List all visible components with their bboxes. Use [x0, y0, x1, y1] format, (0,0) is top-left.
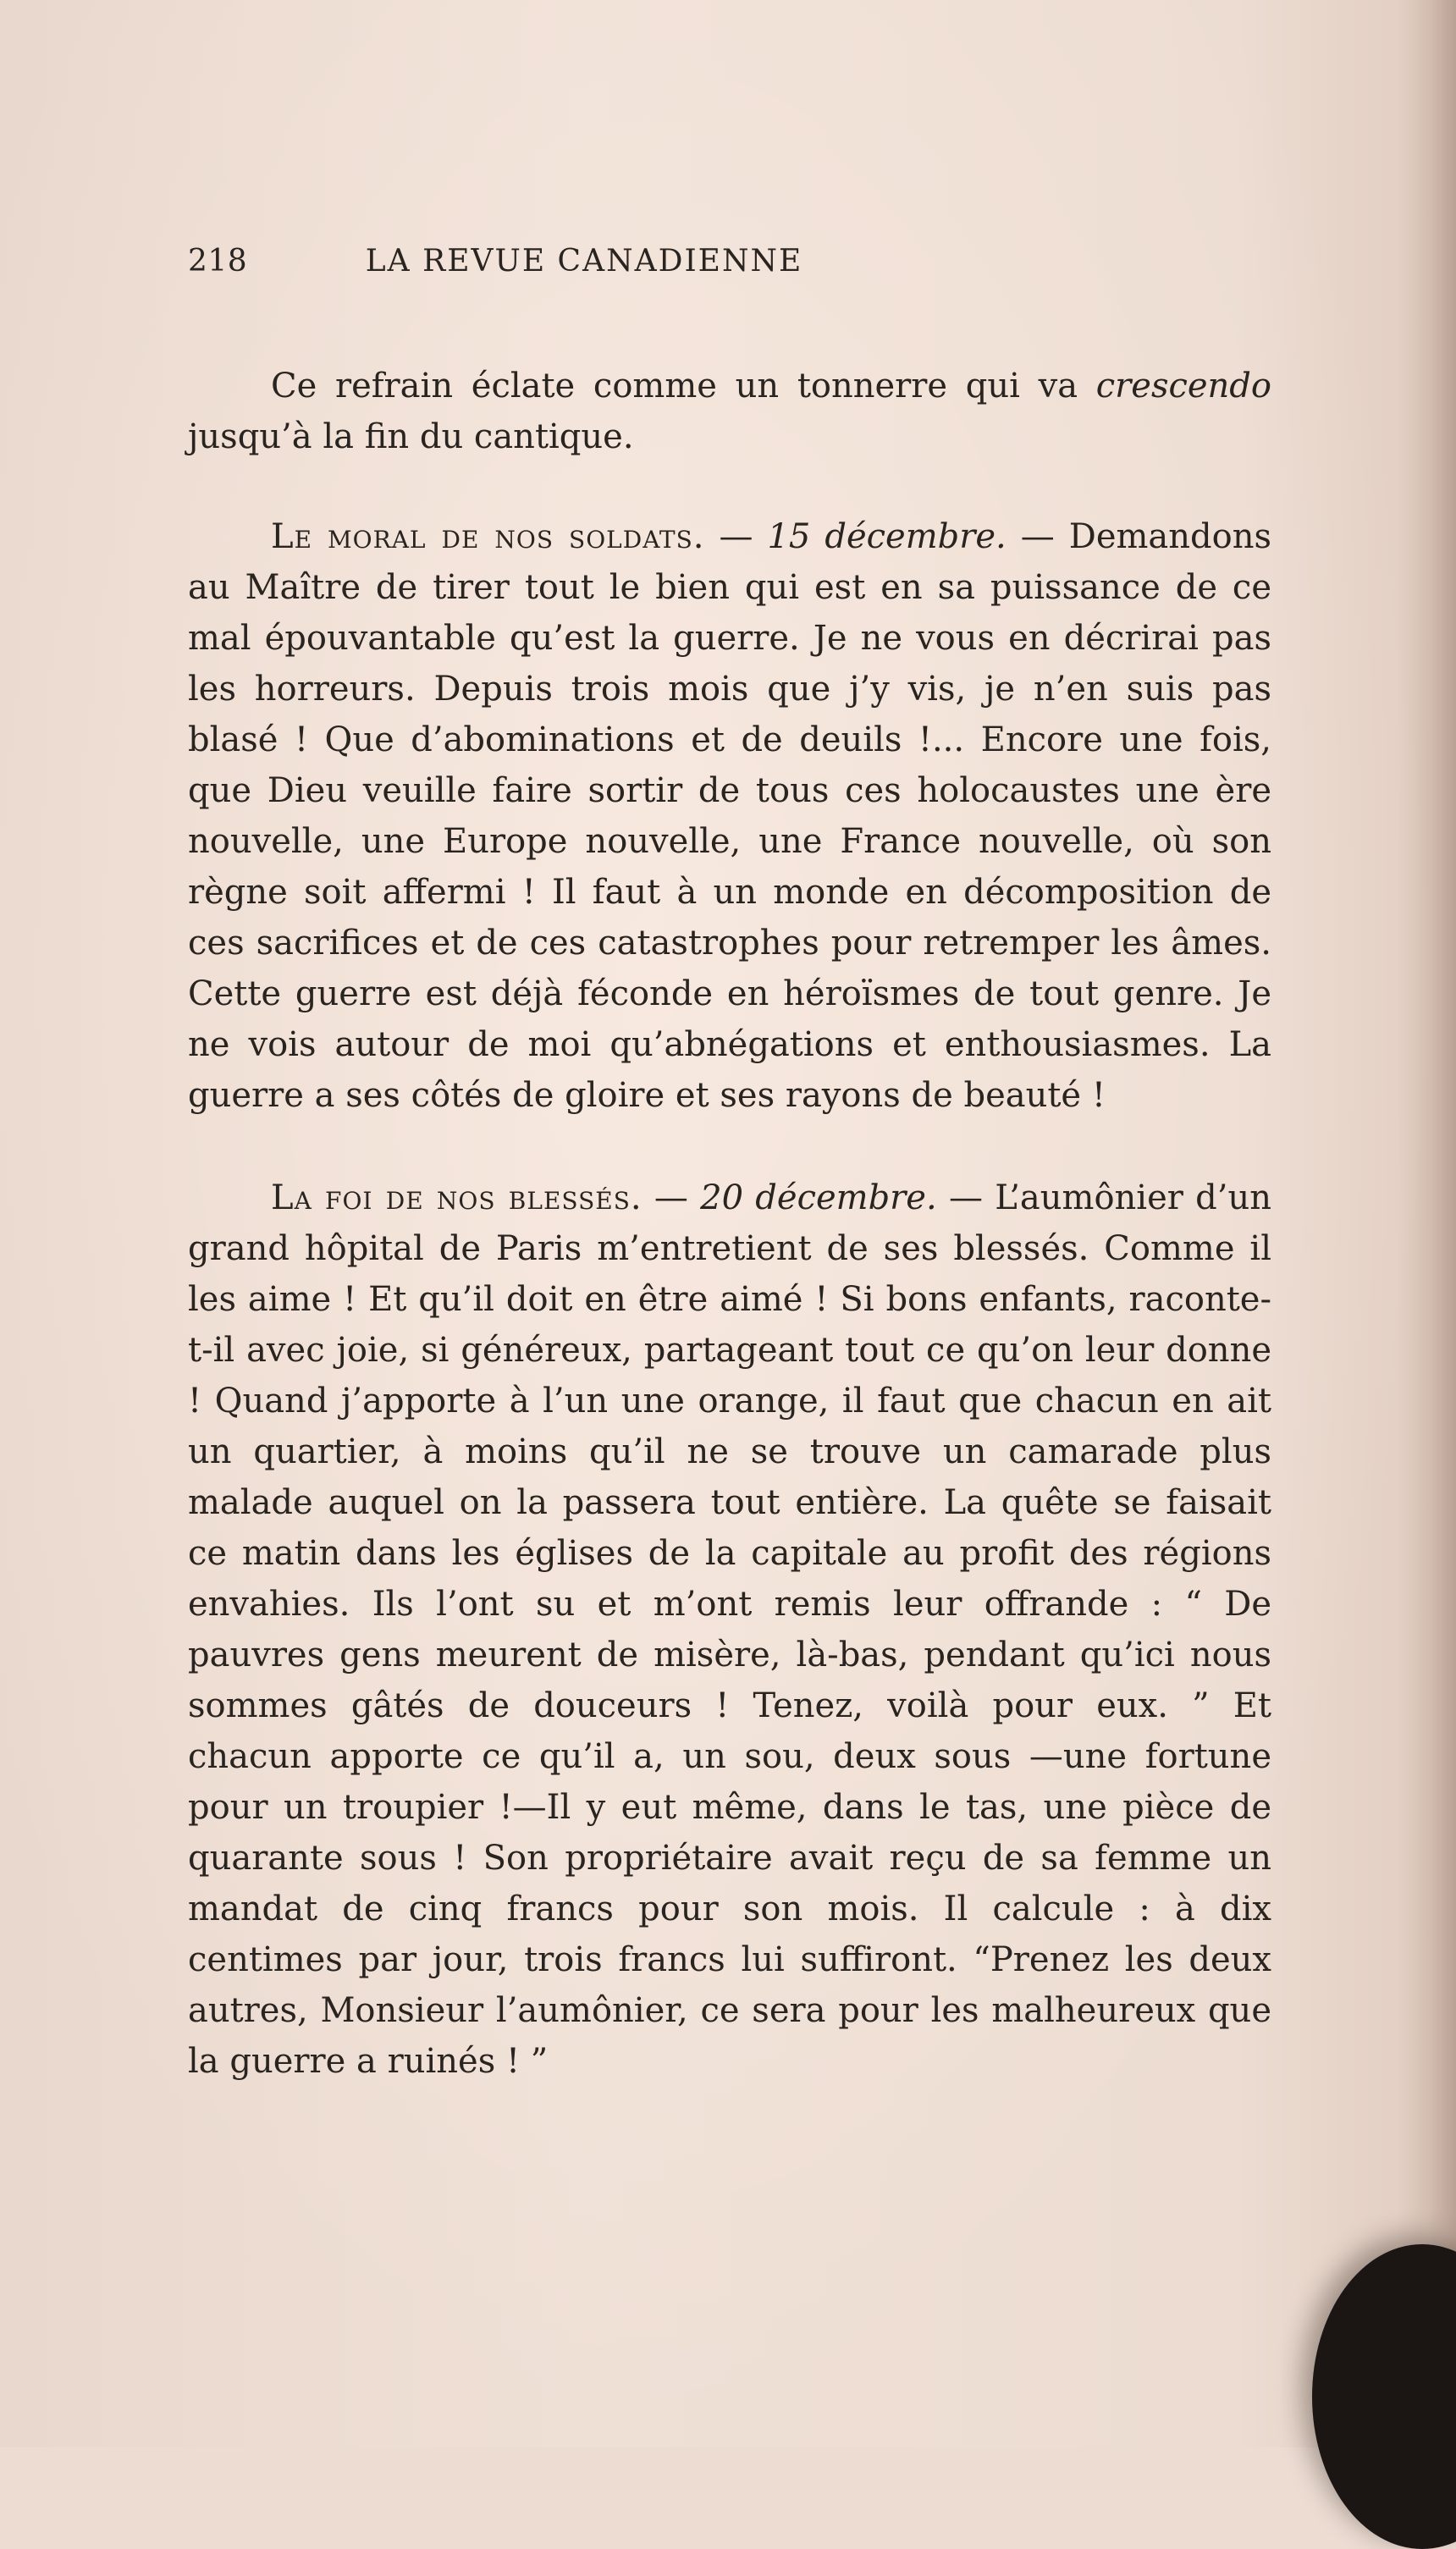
section-heading: La foi de nos blessés. — [271, 1178, 643, 1217]
paragraph-foi-blesses — [188, 1172, 1271, 2087]
page-edge-shadow — [1397, 0, 1456, 2447]
paragraph-body: — L’aumônier d’un grand hôpital de Paris m’entretient de ses blessés. Comme il les aime ! Et qu’il doit en être aimé ! Si bons enfants, raconte-t-il avec joie, si généreux, partageant tout ce qu’on leur donne ! Quand j’apporte à l’un une orange, il faut que chacun en ait un quartier, à moins qu’il ne se trouve un camarade plus malade auquel on la passera tout entière. La quête se faisait ce matin dans les églises de la capitale au profit des régions envahies. Ils l’ont su et m’ont remis leur offrande : “ De pauvres gens meurent de misère, là-bas, pendant qu’ici nous sommes gâtés de douceurs ! Tenez, voilà pour eux. ” Et chacun apporte ce qu’il a, un sou, deux sous —une fortune pour un troupier !—Il y eut même, dans le tas, une pièce de quarante sous ! Son propriétaire avait reçu de sa femme un mandat de cinq francs pour son mois. Il calcule : à dix centimes par jour, trois francs lui suffiront. “Prenez les deux autres, Monsieur l’aumônier, ce sera pour les malheureux que la guerre a ruinés ! ” — [188, 1178, 1271, 2081]
entry-date: 15 décembre. — [767, 517, 1007, 556]
text-run: jusqu’à la fin du cantique. — [188, 417, 634, 456]
text-run: Ce refrain éclate comme un tonnerre qui va — [271, 367, 1096, 406]
section-heading: Le moral de nos soldats. — [271, 517, 705, 556]
paragraph-moral-soldats — [188, 511, 1271, 1121]
paragraph-text — [188, 511, 1271, 1121]
paragraph-text — [188, 1172, 1271, 2087]
running-title: LA REVUE CANADIENNE — [365, 244, 803, 279]
italic-term: crescendo — [1095, 367, 1271, 406]
page-corner-shadow — [1312, 2244, 1456, 2549]
page-number: 218 — [188, 244, 248, 279]
paragraph-refrain — [188, 361, 1271, 462]
dash: — — [704, 517, 768, 556]
paragraph-body: — Demandons au Maître de tirer tout le bien qui est en sa puissance de ce mal épouvantable qu’est la guerre. Je ne vous en décrirai pas les horreurs. Depuis trois mois que j’y vis, je n’en suis pas blasé ! Que d’abominations et de deuils !... Encore une fois, que Dieu veuille faire sortir de tous ces holocaustes une ère nouvelle, une Europe nouvelle, une France nouvelle, où son règne soit affermi ! Il faut à un monde en décomposition de ces sacrifices et de ces catastrophes pour retremper les âmes. Cette guerre est déjà féconde en héroïsmes de tout genre. Je ne vois autour de moi qu’abnégations et enthousiasmes. La guerre a ses côtés de gloire et ses rayons de beauté ! — [188, 517, 1272, 1115]
paragraph-text — [188, 361, 1271, 462]
dash: — — [642, 1178, 701, 1217]
running-header — [188, 244, 980, 286]
entry-date: 20 décembre. — [700, 1178, 937, 1217]
